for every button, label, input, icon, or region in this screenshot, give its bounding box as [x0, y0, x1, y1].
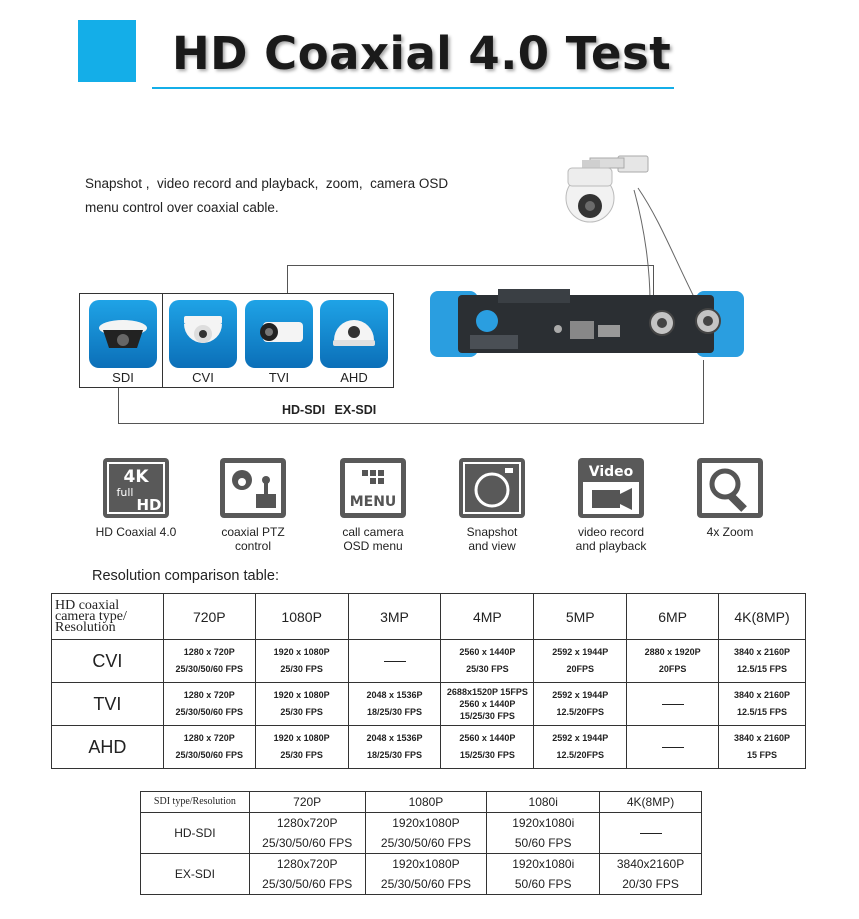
connector-line — [118, 388, 119, 423]
table-cell — [365, 813, 487, 854]
video-text: Video — [588, 464, 634, 480]
cell-line: 15/25/30 FPS — [459, 750, 515, 760]
column-header: 1080P — [365, 792, 487, 813]
cell-line: 25/30/50/60 FPS — [262, 877, 353, 891]
feature-label: HD Coaxial 4.0 — [95, 525, 177, 539]
cell-line: 1280 x 720P — [183, 733, 235, 743]
cell-line: 25/30 FPS — [280, 750, 323, 760]
cell-line: 25/30/50/60 FPS — [262, 836, 353, 850]
column-header: 4MP — [441, 594, 534, 640]
cell-line: 1280 x 720P — [183, 647, 235, 657]
sdi-types-caption: HD-SDI EX-SDI — [282, 403, 377, 417]
table-cell — [487, 854, 600, 895]
table-header-row — [141, 792, 702, 813]
cell-line: 2048 x 1536P — [366, 733, 423, 743]
4k-full-hd-icon — [103, 458, 169, 518]
cell-line: 25/30 FPS — [280, 707, 323, 717]
table-cell — [534, 726, 627, 769]
ptz-joystick-icon — [220, 458, 286, 518]
cell-line: 15 FPS — [747, 750, 778, 760]
cell-line: 1920x1080P — [392, 857, 460, 871]
cell-line: 2560 x 1440P — [459, 647, 516, 657]
table-row — [52, 640, 806, 683]
camera-snapshot-icon — [459, 458, 525, 518]
magnifier-icon — [697, 458, 763, 518]
table-cell — [163, 683, 255, 726]
column-header: 3MP — [348, 594, 441, 640]
not-supported-dash — [662, 704, 684, 705]
page-title: HD Coaxial 4.0 Test — [172, 27, 672, 80]
connector-line — [287, 265, 288, 293]
4k-text: 4K — [123, 467, 149, 487]
cell-line: 12.5/15 FPS — [736, 664, 788, 674]
feature-label: coaxial PTZ control — [221, 525, 285, 553]
table-cell — [441, 683, 534, 726]
intro-line-1: Snapshot , video record and playback, zoom, camera OSD — [85, 176, 449, 191]
table-cell — [441, 640, 534, 683]
not-supported-dash — [384, 661, 406, 662]
cell-line: 25/30/50/60 FPS — [175, 750, 244, 760]
feature-label: video record and playback — [575, 525, 647, 553]
table-cell — [534, 683, 627, 726]
cell-line: 25/30 FPS — [466, 664, 509, 674]
table-cell — [255, 640, 348, 683]
row-header: TVI — [52, 683, 164, 726]
table-cell — [487, 813, 600, 854]
not-supported-dash — [640, 833, 662, 834]
table-row — [52, 726, 806, 769]
intro-text — [85, 172, 505, 220]
table-row — [141, 854, 702, 895]
cell-line: 25/30/50/60 FPS — [380, 836, 471, 850]
row-header: HD-SDI — [141, 813, 250, 854]
column-header: 6MP — [627, 594, 719, 640]
column-header: 720P — [249, 792, 365, 813]
connector-line — [287, 265, 653, 266]
cvi-camera-icon — [169, 300, 237, 368]
connector-line — [703, 360, 704, 424]
cell-line: 1280 x 720P — [183, 690, 235, 700]
connector-line — [118, 423, 703, 424]
cell-line: 2592 x 1944P — [552, 647, 609, 657]
table-header-row — [52, 594, 806, 640]
resolution-table-title: Resolution comparison table: — [92, 568, 279, 584]
cell-line: 20FPS — [658, 664, 687, 674]
cell-line: 50/60 FPS — [514, 836, 572, 850]
sdi-resolution-table — [140, 791, 702, 895]
cell-line: 1920 x 1080P — [273, 733, 330, 743]
row-header: CVI — [52, 640, 164, 683]
table-row — [141, 813, 702, 854]
column-header: 5MP — [534, 594, 627, 640]
column-header: 1080i — [487, 792, 600, 813]
table-cell — [348, 683, 441, 726]
table-corner: HD coaxial camera type/ Resolution — [52, 594, 164, 640]
feature-label: 4x Zoom — [706, 525, 754, 539]
cell-line: 1280x720P — [276, 857, 338, 871]
header-accent-block — [78, 20, 136, 82]
cell-line: 2560 x 1440P — [459, 699, 516, 709]
table-cell — [163, 726, 255, 769]
cell-line: 12.5/20FPS — [556, 707, 605, 717]
feature-label: call camera OSD menu — [342, 525, 404, 553]
cell-line: 3840 x 2160P — [733, 690, 791, 700]
full-text: full — [116, 486, 134, 499]
sdi-label: SDI — [112, 370, 134, 385]
table-cell — [255, 726, 348, 769]
cell-line: 1920 x 1080P — [273, 690, 330, 700]
row-header: AHD — [52, 726, 164, 769]
tvi-camera-icon — [245, 300, 313, 368]
table-cell — [600, 854, 702, 895]
row-header: EX-SDI — [141, 854, 250, 895]
intro-line-2: menu control over coaxial cable. — [85, 200, 279, 215]
video-icon — [578, 458, 644, 518]
table-cell — [255, 683, 348, 726]
table-cell — [600, 813, 702, 854]
table-row — [52, 683, 806, 726]
hd-text: HD — [136, 496, 162, 514]
cell-line: 2592 x 1944P — [552, 733, 609, 743]
table-cell — [534, 640, 627, 683]
cell-line: 1280x720P — [276, 816, 338, 830]
table-cell — [719, 683, 806, 726]
table-cell — [365, 854, 487, 895]
header-underline — [152, 87, 674, 89]
cell-line: 18/25/30 FPS — [366, 750, 423, 760]
cell-line: 25/30/50/60 FPS — [175, 664, 244, 674]
table-cell — [348, 726, 441, 769]
cell-line: 1920x1080i — [512, 857, 575, 871]
cell-line: 2560 x 1440P — [459, 733, 516, 743]
table-cell — [163, 640, 255, 683]
tvi-label: TVI — [268, 370, 290, 385]
cell-line: 2592 x 1944P — [552, 690, 609, 700]
cell-line: 3840 x 2160P — [733, 647, 791, 657]
cell-line: 20/30 FPS — [622, 877, 679, 891]
cell-line: 1920x1080P — [392, 816, 460, 830]
table-cell — [441, 726, 534, 769]
column-header: 1080P — [255, 594, 348, 640]
cell-line: 25/30/50/60 FPS — [380, 877, 471, 891]
not-supported-dash — [662, 747, 684, 748]
sdi-camera-icon — [89, 300, 157, 368]
table-cell — [627, 640, 719, 683]
ahd-label: AHD — [340, 370, 368, 385]
feature-label: Snapshot and view — [466, 525, 518, 553]
cell-line: 2048 x 1536P — [366, 690, 423, 700]
menu-icon — [340, 458, 406, 518]
cell-line: 25/30 FPS — [280, 664, 323, 674]
table-cell — [249, 854, 365, 895]
cell-line: 2880 x 1920P — [644, 647, 701, 657]
table-cell — [719, 726, 806, 769]
cell-line: 50/60 FPS — [514, 877, 572, 891]
table-cell — [627, 683, 719, 726]
ahd-camera-icon — [320, 300, 388, 368]
table-cell — [348, 640, 441, 683]
cell-line: 15/25/30 FPS — [459, 711, 515, 721]
table-cell — [719, 640, 806, 683]
column-header: 720P — [163, 594, 255, 640]
table-corner: SDI type/Resolution — [141, 792, 250, 813]
resolution-table — [51, 593, 806, 769]
menu-text: MENU — [349, 494, 397, 510]
cell-line: 3840 x 2160P — [733, 733, 791, 743]
cell-line: 25/30/50/60 FPS — [175, 707, 244, 717]
table-cell — [627, 726, 719, 769]
cvi-label: CVI — [192, 370, 214, 385]
cell-line: 20FPS — [566, 664, 595, 674]
column-header: 4K(8MP) — [719, 594, 806, 640]
cell-line: 2688x1520P 15FPS — [446, 687, 528, 697]
cell-line: 3840x2160P — [616, 857, 685, 871]
table-cell — [249, 813, 365, 854]
cell-line: 1920x1080i — [512, 816, 575, 830]
column-header: 4K(8MP) — [600, 792, 702, 813]
tester-device-image — [430, 287, 744, 361]
cell-line: 18/25/30 FPS — [366, 707, 423, 717]
cell-line: 1920 x 1080P — [273, 647, 330, 657]
cell-line: 12.5/20FPS — [556, 750, 605, 760]
cell-line: 12.5/15 FPS — [736, 707, 788, 717]
